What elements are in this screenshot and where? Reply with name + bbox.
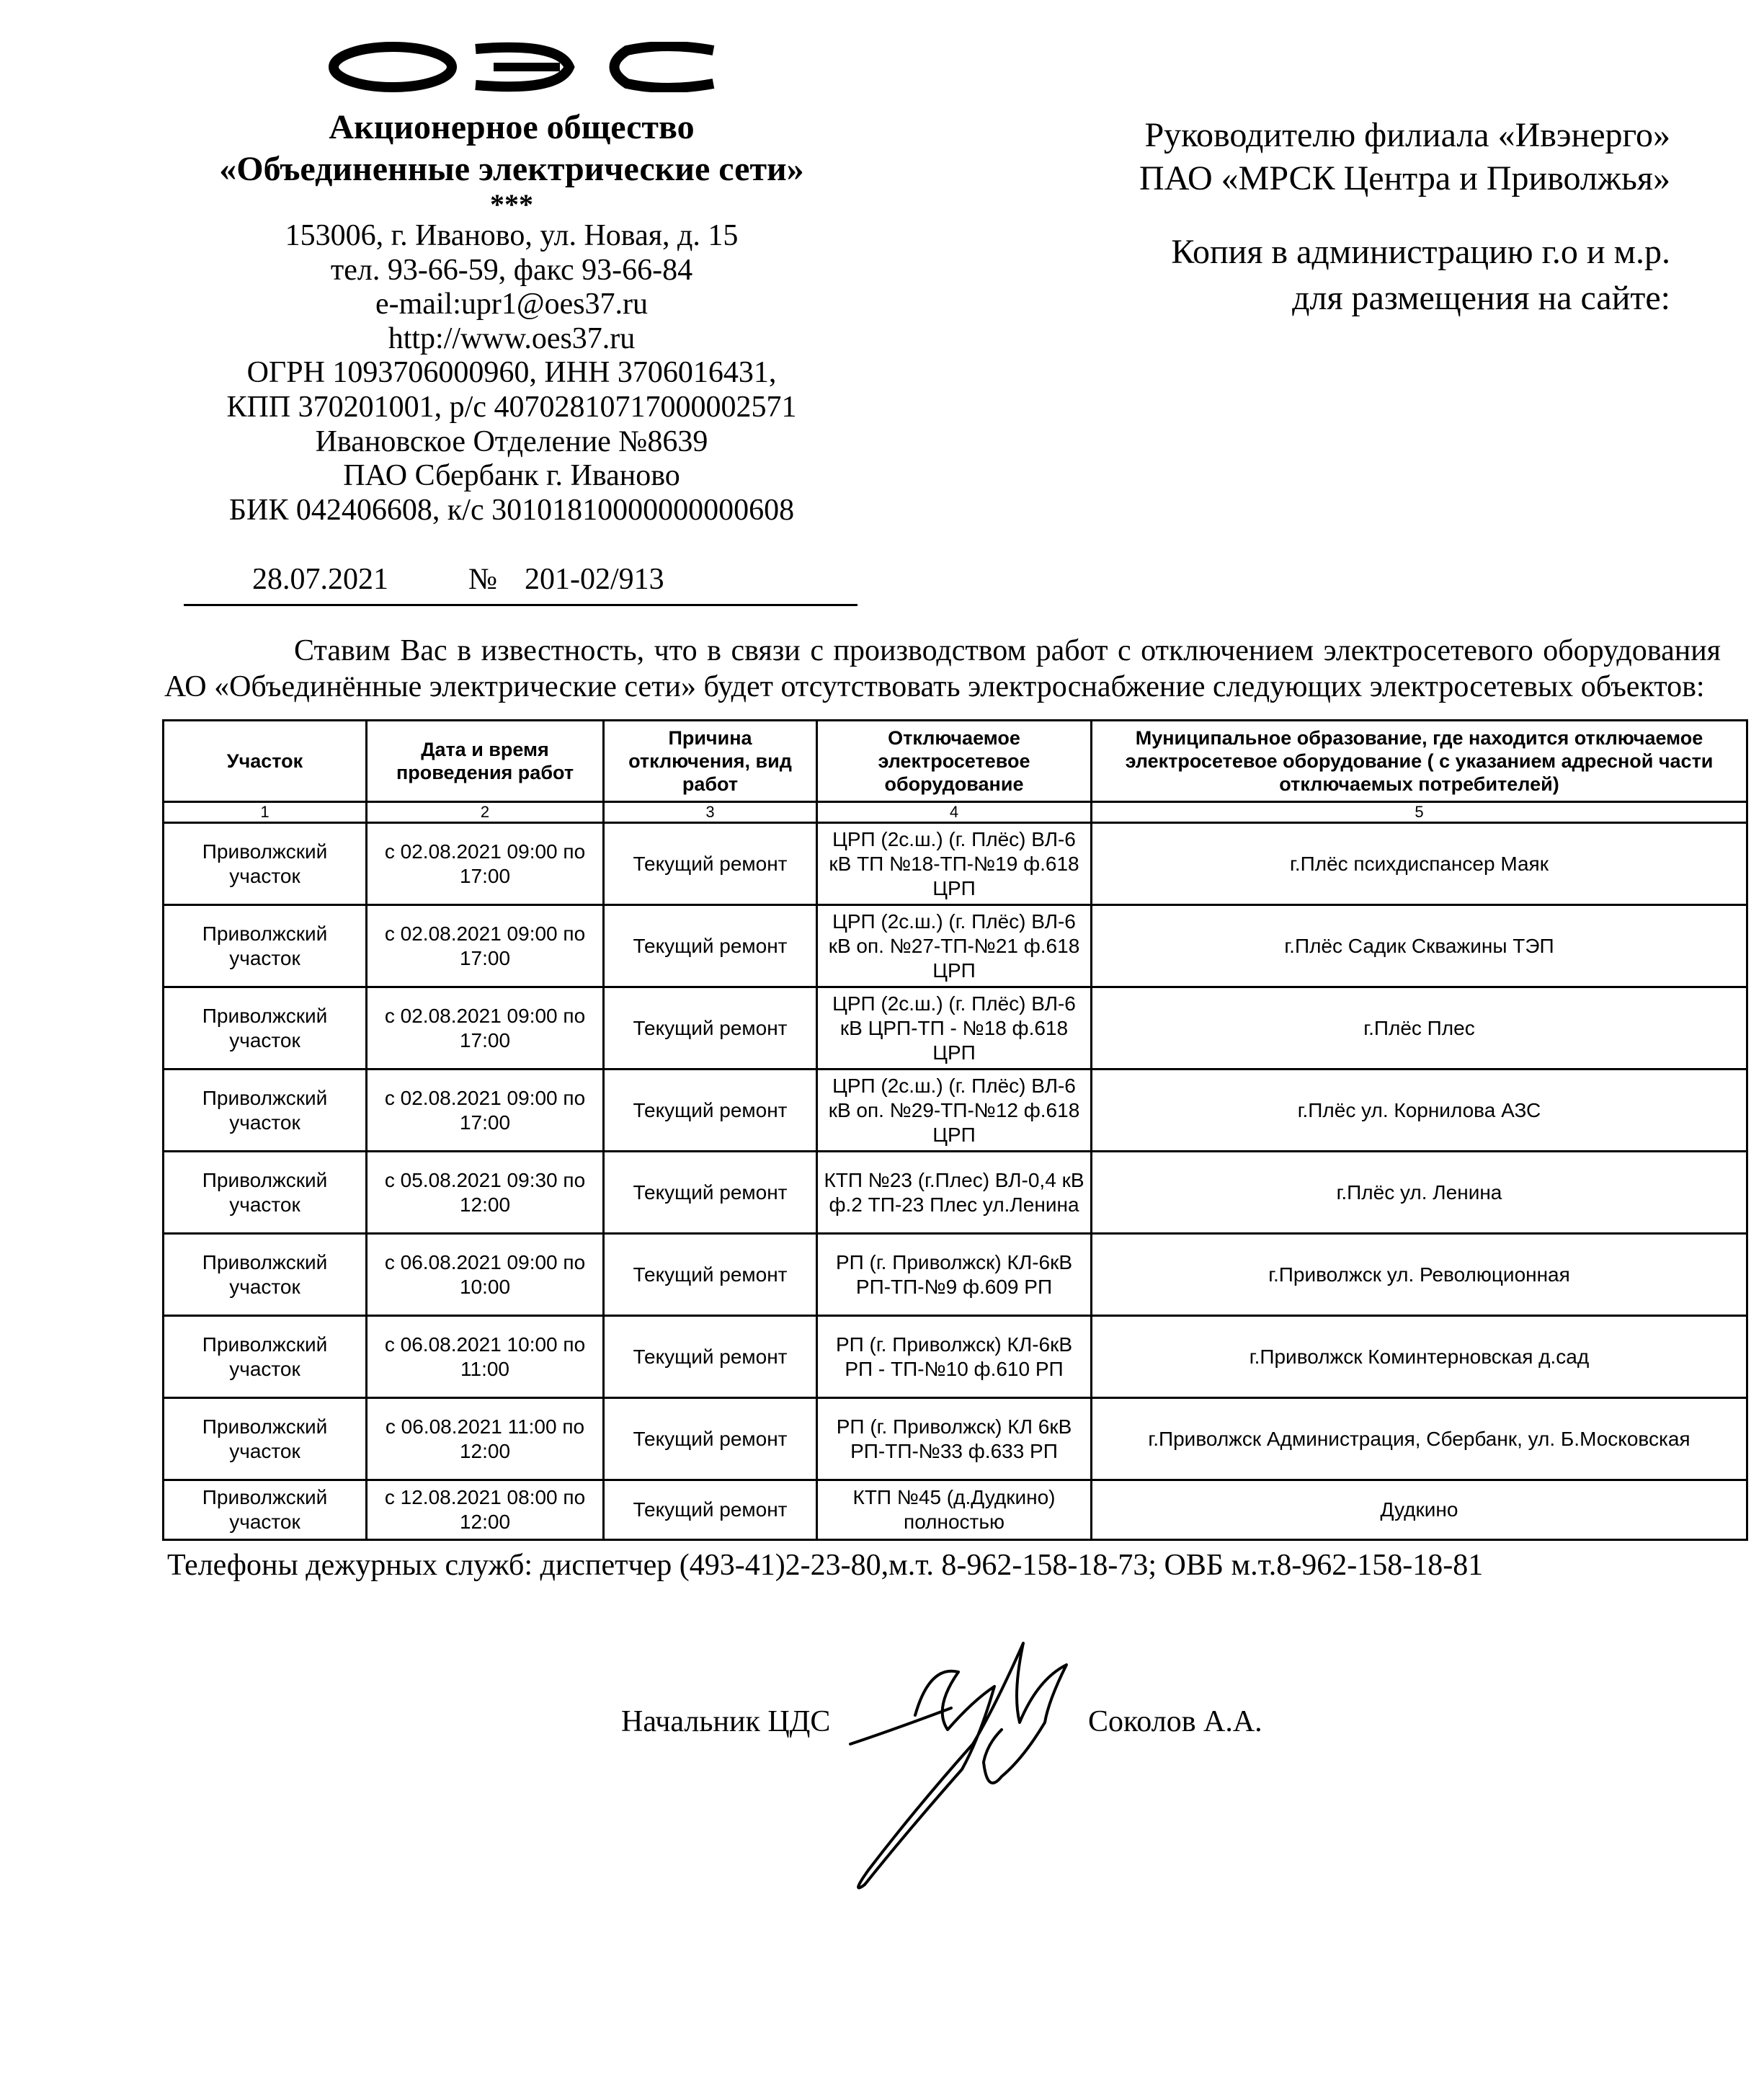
company-logo <box>328 42 721 92</box>
cell-reason: Текущий ремонт <box>604 1152 817 1234</box>
recipient-line-2: ПАО «МРСК Центра и Приволжья» <box>1139 159 1670 197</box>
cell-equipment: ЦРП (2с.ш.) (г. Плёс) ВЛ-6 кВ ЦРП-ТП - №18 ф.618 ЦРП <box>817 987 1092 1070</box>
cell-reason: Текущий ремонт <box>604 1234 817 1316</box>
header-datetime: Дата и время проведения работ <box>367 721 604 802</box>
header-location: Муниципальное образование, где находится отключаемое электросетевое оборудование ( с указанием адресной части отключаемых потребителей) <box>1092 721 1747 802</box>
logo-letters <box>334 46 713 88</box>
cell-equipment: РП (г. Приволжск) КЛ-6кВ РП - ТП-№10 ф.610 РП <box>817 1316 1092 1398</box>
table-header-row <box>164 721 1747 802</box>
cell-equipment: ЦРП (2с.ш.) (г. Плёс) ВЛ-6 кВ оп. №27-ТП-№21 ф.618 ЦРП <box>817 905 1092 987</box>
cell-area: Приволжский участок <box>164 1152 367 1234</box>
cell-location: г.Плёс ул. Корнилова АЗС <box>1092 1070 1747 1152</box>
cell-reason: Текущий ремонт <box>604 1398 817 1480</box>
cell-location: г.Приволжск Администрация, Сбербанк, ул. Б.Московская <box>1092 1398 1747 1480</box>
cell-reason: Текущий ремонт <box>604 1316 817 1398</box>
cell-datetime: с 05.08.2021 09:30 по 12:00 <box>367 1152 604 1234</box>
cell-location: г.Приволжск ул. Революционная <box>1092 1234 1747 1316</box>
cell-datetime: с 02.08.2021 09:00 по 17:00 <box>367 905 604 987</box>
header-reason: Причина отключения, вид работ <box>604 721 817 802</box>
header-equipment: Отключаемое электросетевое оборудование <box>817 721 1092 802</box>
cell-location: г.Приволжск Коминтерновская д.сад <box>1092 1316 1747 1398</box>
recipient-line-1: Руководителю филиала «Ивэнерго» <box>1144 116 1670 154</box>
doc-date: 28.07.2021 <box>252 563 388 596</box>
cell-location: г.Плёс ул. Ленина <box>1092 1152 1747 1234</box>
cell-datetime: с 06.08.2021 09:00 по 10:00 <box>367 1234 604 1316</box>
cell-location: г.Плёс психдиспансер Маяк <box>1092 823 1747 905</box>
column-number: 5 <box>1092 802 1747 823</box>
duty-phones: Телефоны дежурных служб: диспетчер (493-41)2-23-80,м.т. 8-962-158-18-73; ОВБ м.т.8-962-158-18-81 <box>167 1549 1484 1582</box>
cell-reason: Текущий ремонт <box>604 1480 817 1540</box>
org-stars: *** <box>490 188 533 221</box>
org-bank-branch: Ивановское Отделение №8639 <box>315 424 708 458</box>
org-address: 153006, г. Иваново, ул. Новая, д. 15 <box>285 219 739 252</box>
cell-datetime: с 06.08.2021 10:00 по 11:00 <box>367 1316 604 1398</box>
header-area: Участок <box>164 721 367 802</box>
column-number: 1 <box>164 802 367 823</box>
table-row <box>164 823 1747 905</box>
cell-area: Приволжский участок <box>164 1234 367 1316</box>
cell-equipment: РП (г. Приволжск) КЛ-6кВ РП-ТП-№9 ф.609 РП <box>817 1234 1092 1316</box>
copy-block <box>950 229 1670 321</box>
org-bik: БИК 042406608, к/с 30101810000000000608 <box>228 493 795 527</box>
org-title-line-1: Акционерное общество <box>329 108 695 146</box>
signer-position: Начальник ЦДС <box>621 1705 831 1738</box>
column-number: 3 <box>604 802 817 823</box>
table-row <box>164 1070 1747 1152</box>
cell-reason: Текущий ремонт <box>604 1070 817 1152</box>
table-row <box>164 1234 1747 1316</box>
cell-location: Дудкино <box>1092 1480 1747 1540</box>
cell-datetime: с 02.08.2021 09:00 по 17:00 <box>367 1070 604 1152</box>
signer-name: Соколов А.А. <box>1088 1705 1262 1738</box>
cell-reason: Текущий ремонт <box>604 823 817 905</box>
org-kpp: КПП 370201001, р/с 40702810717000002571 <box>226 390 797 424</box>
doc-number: 201-02/913 <box>525 563 664 596</box>
cell-area: Приволжский участок <box>164 1070 367 1152</box>
cell-area: Приволжский участок <box>164 987 367 1070</box>
cell-location: г.Плёс Плес <box>1092 987 1747 1070</box>
cell-reason: Текущий ремонт <box>604 987 817 1070</box>
cell-equipment: РП (г. Приволжск) КЛ 6кВ РП-ТП-№33 ф.633 РП <box>817 1398 1092 1480</box>
column-number: 4 <box>817 802 1092 823</box>
number-sign: № <box>468 563 498 596</box>
table-row <box>164 1316 1747 1398</box>
cell-reason: Текущий ремонт <box>604 905 817 987</box>
cell-datetime: с 02.08.2021 09:00 по 17:00 <box>367 823 604 905</box>
org-bank: ПАО Сбербанк г. Иваново <box>343 459 680 493</box>
cell-area: Приволжский участок <box>164 1316 367 1398</box>
cell-datetime: с 12.08.2021 08:00 по 12:00 <box>367 1480 604 1540</box>
org-email: e-mail:upr1@oes37.ru <box>375 288 649 321</box>
org-phone: тел. 93-66-59, факс 93-66-84 <box>330 253 693 287</box>
table-row <box>164 1152 1747 1234</box>
column-number-row <box>164 802 1747 823</box>
cell-area: Приволжский участок <box>164 1398 367 1480</box>
cell-area: Приволжский участок <box>164 905 367 987</box>
cell-area: Приволжский участок <box>164 823 367 905</box>
column-number: 2 <box>367 802 604 823</box>
cell-datetime: с 06.08.2021 11:00 по 12:00 <box>367 1398 604 1480</box>
handwritten-signature <box>807 1622 1110 1895</box>
cell-equipment: КТП №23 (г.Плес) ВЛ-0,4 кВ ф.2 ТП-23 Плес ул.Ленина <box>817 1152 1092 1234</box>
cell-area: Приволжский участок <box>164 1480 367 1540</box>
table-row <box>164 987 1747 1070</box>
copy-line-1: Копия в администрацию г.о и м.р. <box>1171 233 1670 271</box>
table-row <box>164 905 1747 987</box>
intro-paragraph: Ставим Вас в известность, что в связи с производством работ с отключением электросетевого оборудования АО «Объединённые электрические сети» будет отсутствовать электроснабжение следующих электросетевых объектов: <box>164 634 1721 703</box>
outage-table <box>162 719 1748 1541</box>
org-ogrn: ОГРН 1093706000960, ИНН 3706016431, <box>246 356 777 390</box>
cell-equipment: ЦРП (2с.ш.) (г. Плёс) ВЛ-6 кВ ТП №18-ТП-№19 ф.618 ЦРП <box>817 823 1092 905</box>
cell-equipment: ЦРП (2с.ш.) (г. Плёс) ВЛ-6 кВ оп. №29-ТП-№12 ф.618 ЦРП <box>817 1070 1092 1152</box>
table-row <box>164 1480 1747 1540</box>
date-underline <box>184 604 858 606</box>
cell-location: г.Плёс Садик Скважины ТЭП <box>1092 905 1747 987</box>
org-website: http://www.oes37.ru <box>388 321 636 355</box>
cell-equipment: КТП №45 (д.Дудкино) полностью <box>817 1480 1092 1540</box>
recipient-block <box>950 114 1670 200</box>
table-row <box>164 1398 1747 1480</box>
copy-line-2: для размещения на сайте: <box>1292 279 1670 317</box>
cell-datetime: с 02.08.2021 09:00 по 17:00 <box>367 987 604 1070</box>
org-header <box>166 107 858 528</box>
org-title-line-2: «Объединенные электрические сети» <box>219 150 804 188</box>
